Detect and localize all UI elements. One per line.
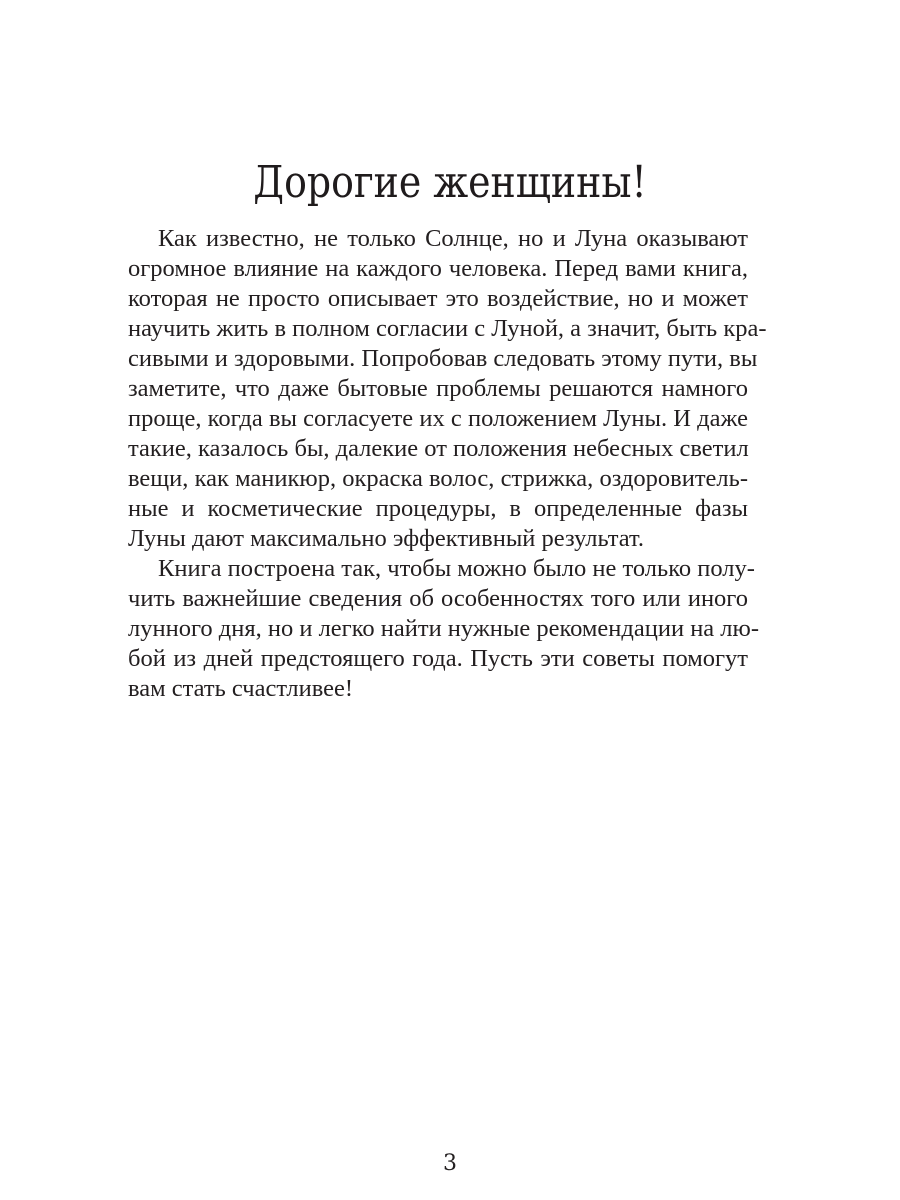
text-line: сивыми и здоровыми. Попробовав следовать этому пути, вы	[128, 345, 758, 372]
text-line: Луны дают максимально эффективный результат.	[128, 525, 644, 552]
text-line: Как известно, не только Солнце, но и Луна оказывают	[158, 225, 748, 252]
text-line: огромное влияние на каждого человека. Перед вами книга,	[128, 255, 748, 282]
text-line: ные и косметические процедуры, в определенные фазы	[128, 495, 748, 522]
text-line: которая не просто описывает это воздействие, но и может	[128, 285, 748, 312]
paragraph-2	[128, 554, 759, 704]
text-line: такие, казалось бы, далекие от положения небесных светил	[128, 435, 749, 462]
text-line: вам стать счастливее!	[128, 675, 354, 702]
text-line: чить важнейшие сведения об особенностях того или иного	[128, 585, 748, 612]
text-line: проще, когда вы согласуете их с положением Луны. И даже	[128, 405, 748, 432]
body-text	[128, 224, 767, 704]
text-line: бой из дней предстоящего года. Пусть эти советы помогут	[128, 645, 748, 672]
page-title: Дорогие женщины!	[253, 157, 647, 208]
text-line: Книга построена так, чтобы можно было не только полу-	[158, 555, 755, 582]
page-number: 3	[443, 1151, 457, 1176]
text-line: научить жить в полном согласии с Луной, а значит, быть кра-	[128, 315, 767, 342]
text-line: лунного дня, но и легко найти нужные рекомендации на лю-	[128, 615, 759, 642]
text-line: вещи, как маникюр, окраска волос, стрижка, оздоровитель-	[128, 465, 748, 492]
paragraph-1	[128, 224, 767, 554]
text-line: заметите, что даже бытовые проблемы решаются намного	[128, 375, 748, 402]
